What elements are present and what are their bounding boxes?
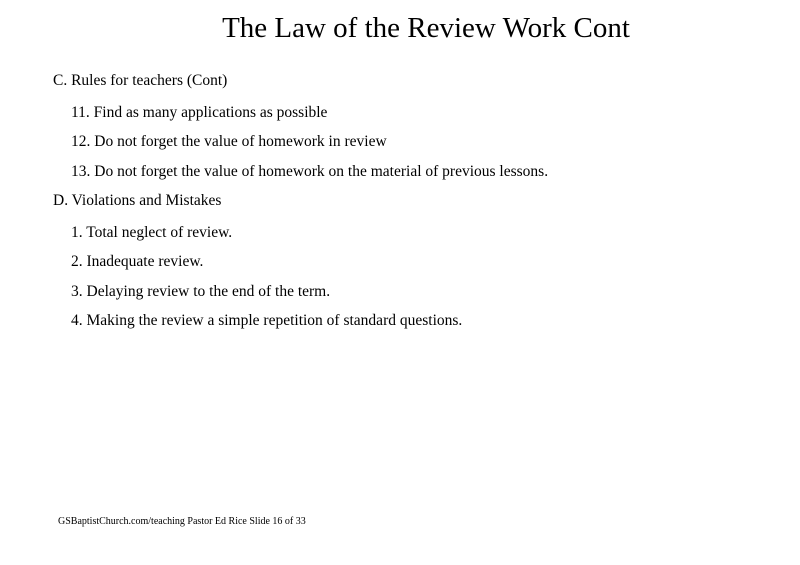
section-heading-c: C. Rules for teachers (Cont): [53, 72, 228, 89]
section-heading-d: D. Violations and Mistakes: [53, 192, 222, 209]
list-item: 4. Making the review a simple repetition of standard questions.: [71, 312, 463, 329]
list-item: 13. Do not forget the value of homework on the material of previous lessons.: [71, 163, 549, 180]
slide-title: The Law of the Review Work Cont: [222, 12, 630, 44]
list-item: 3. Delaying review to the end of the term.: [71, 283, 331, 300]
list-item: 11. Find as many applications as possible: [71, 104, 328, 121]
list-item: 12. Do not forget the value of homework in review: [71, 133, 387, 150]
list-item: 2. Inadequate review.: [71, 253, 204, 270]
slide-footer: GSBaptistChurch.com/teaching Pastor Ed Rice Slide 16 of 33: [58, 516, 306, 527]
list-item: 1. Total neglect of review.: [71, 224, 233, 241]
